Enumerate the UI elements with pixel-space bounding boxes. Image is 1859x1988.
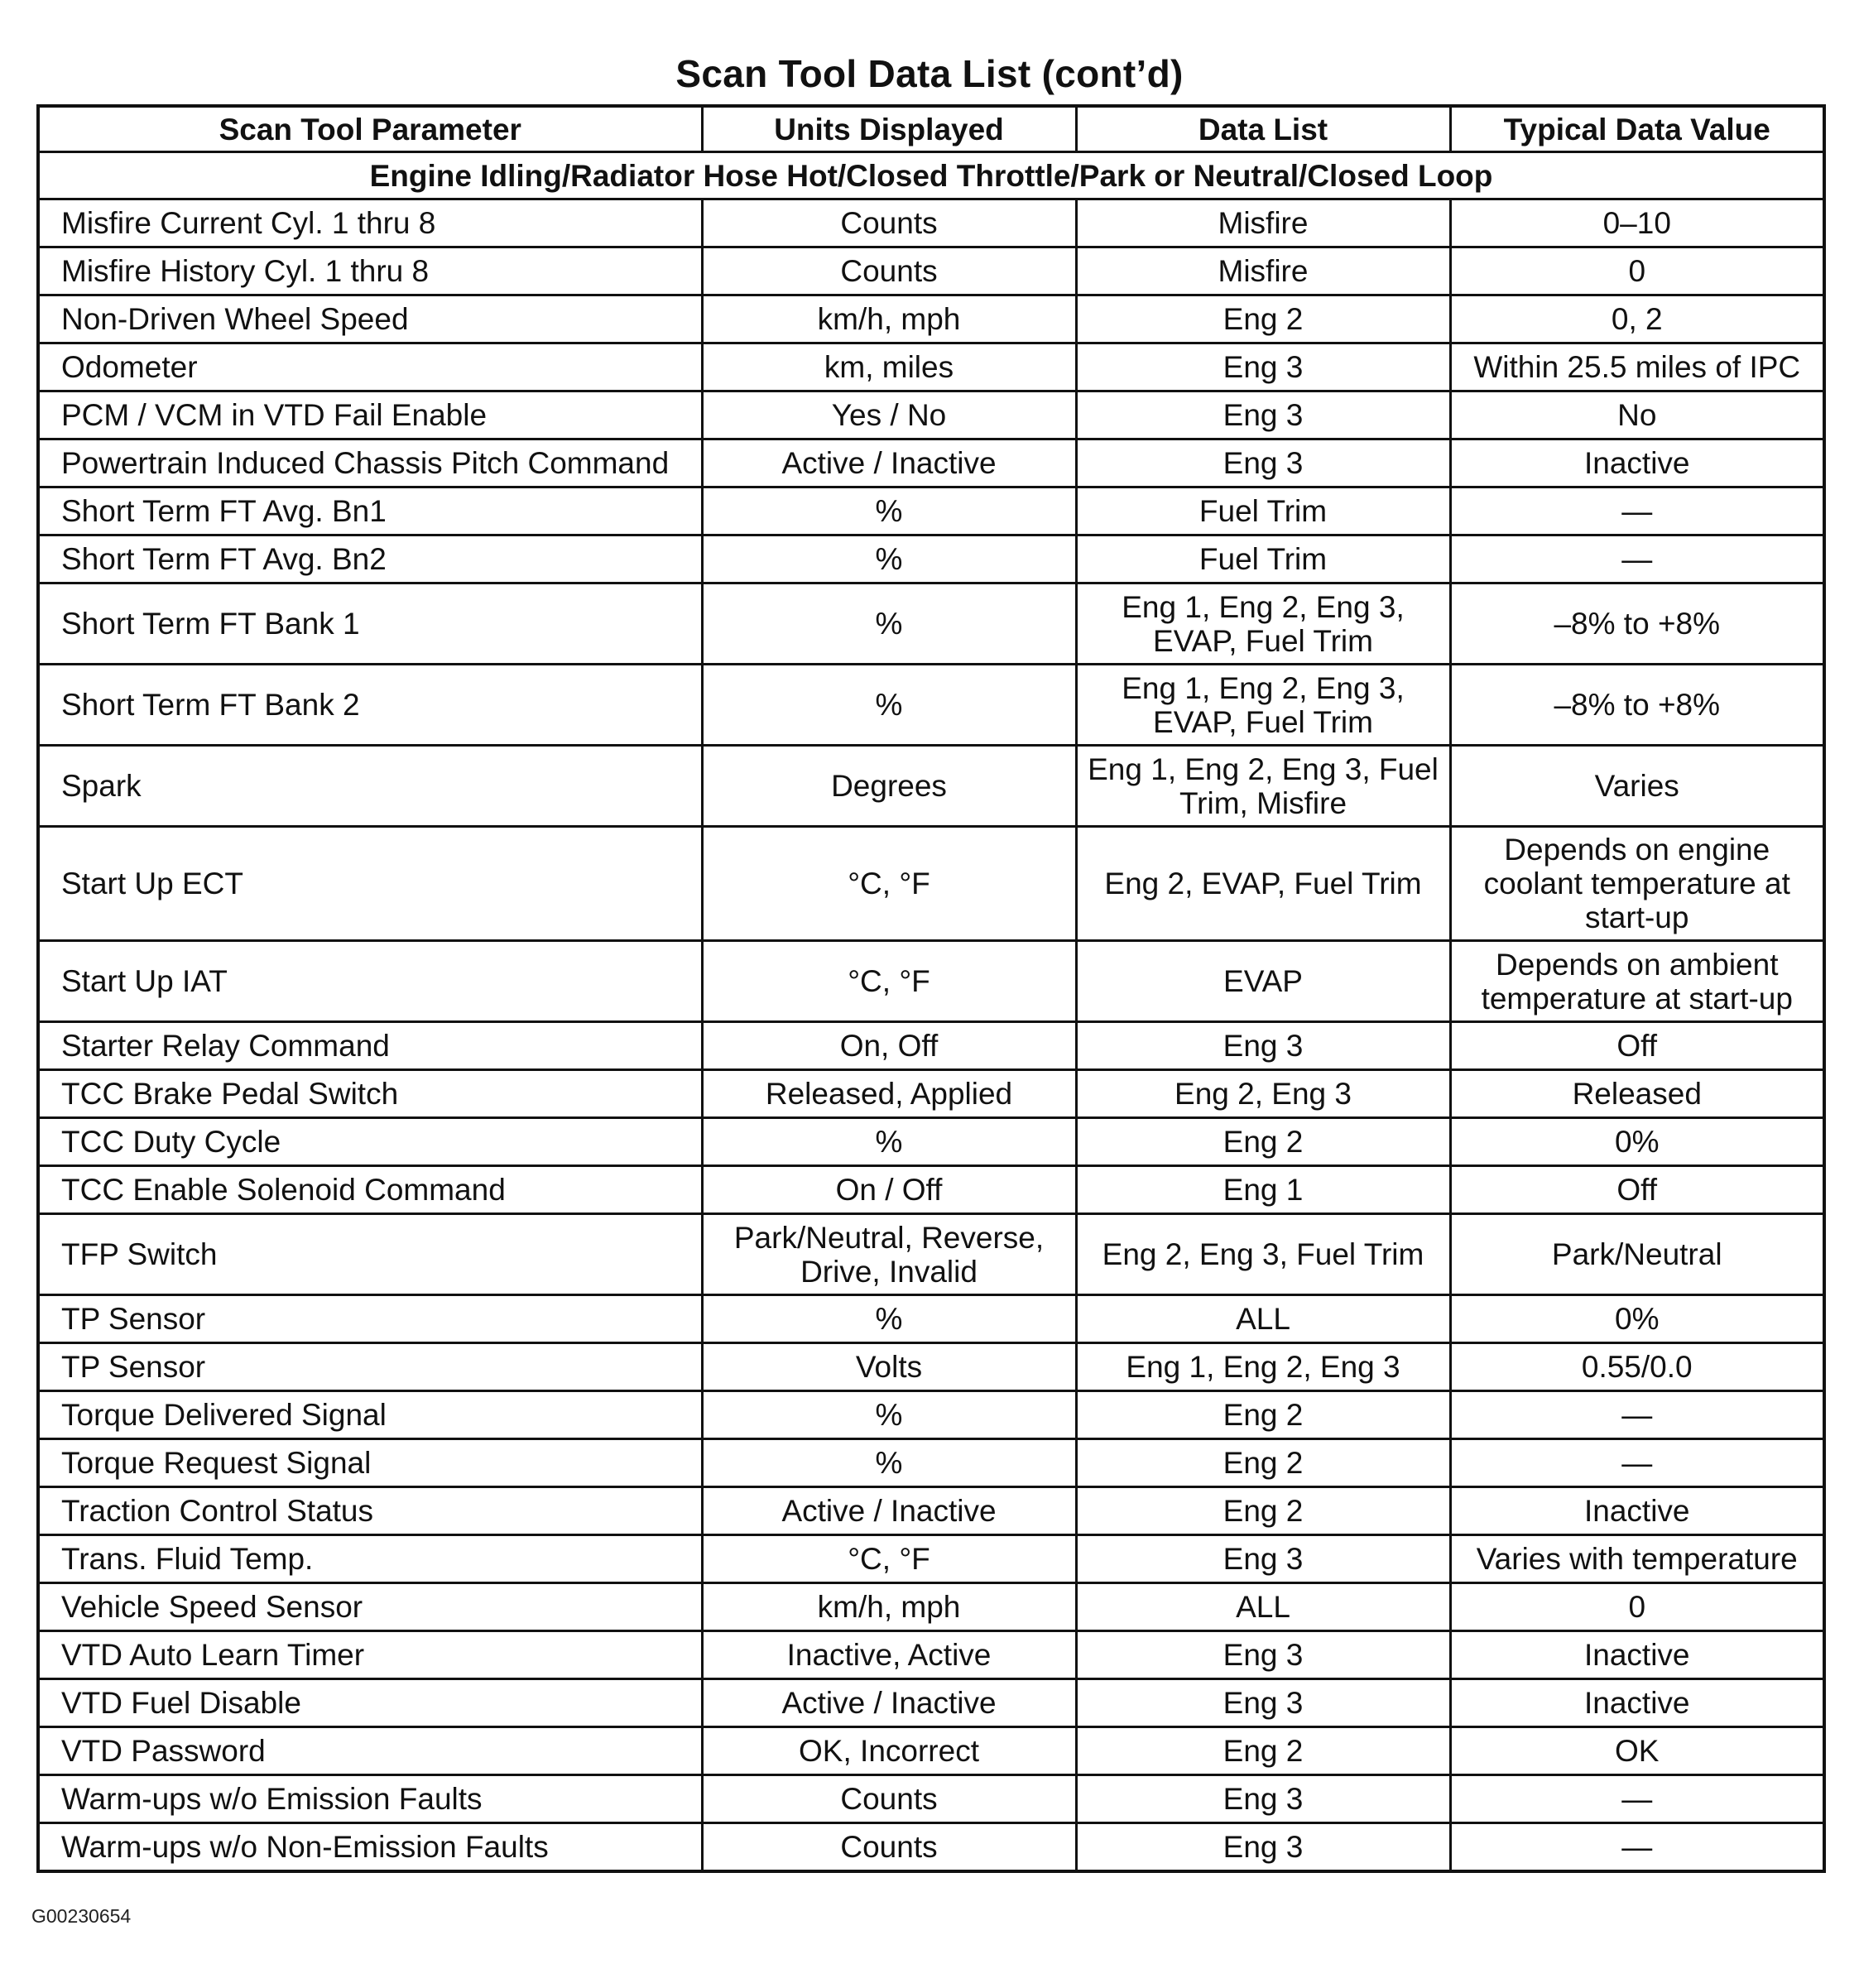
typical-value-cell: OK (1450, 1727, 1824, 1775)
typical-value-cell: Varies with temperature (1450, 1535, 1824, 1583)
units-cell: °C, °F (702, 1535, 1076, 1583)
typical-value-cell: 0% (1450, 1295, 1824, 1343)
parameter-cell: Short Term FT Bank 2 (38, 665, 702, 746)
data-list-cell: Eng 3 (1076, 1823, 1450, 1872)
data-list-cell: Eng 2 (1076, 1727, 1450, 1775)
parameter-cell: Starter Relay Command (38, 1022, 702, 1070)
header-typical-data-value: Typical Data Value (1450, 106, 1824, 152)
parameter-cell: Warm-ups w/o Emission Faults (38, 1775, 702, 1823)
section-heading: Engine Idling/Radiator Hose Hot/Closed Throttle/Park or Neutral/Closed Loop (38, 152, 1824, 199)
typical-value-cell: — (1450, 1391, 1824, 1439)
units-cell: % (702, 487, 1076, 535)
data-list-cell: Eng 1, Eng 2, Eng 3, EVAP, Fuel Trim (1076, 665, 1450, 746)
data-list-cell: Misfire (1076, 199, 1450, 247)
data-list-cell: ALL (1076, 1583, 1450, 1631)
typical-value-cell: Depends on engine coolant temperature at start-up (1450, 827, 1824, 941)
units-cell: Released, Applied (702, 1070, 1076, 1118)
units-cell: % (702, 1295, 1076, 1343)
data-list-cell: Eng 2 (1076, 1439, 1450, 1487)
data-list-cell: Eng 3 (1076, 343, 1450, 391)
table-row (38, 1775, 1824, 1823)
table-row (38, 1214, 1824, 1295)
table-row (38, 1118, 1824, 1166)
typical-value-cell: 0–10 (1450, 199, 1824, 247)
data-list-cell: Eng 2, Eng 3, Fuel Trim (1076, 1214, 1450, 1295)
typical-value-cell: Varies (1450, 746, 1824, 827)
data-list-cell: Eng 1, Eng 2, Eng 3, EVAP, Fuel Trim (1076, 583, 1450, 665)
parameter-cell: TCC Brake Pedal Switch (38, 1070, 702, 1118)
typical-value-cell: Inactive (1450, 439, 1824, 487)
table-row (38, 199, 1824, 247)
data-list-cell: EVAP (1076, 941, 1450, 1022)
units-cell: On / Off (702, 1166, 1076, 1214)
typical-value-cell: — (1450, 1439, 1824, 1487)
header-row (38, 106, 1824, 152)
table-row (38, 1295, 1824, 1343)
units-cell: % (702, 535, 1076, 583)
units-cell: Yes / No (702, 391, 1076, 439)
parameter-cell: Start Up IAT (38, 941, 702, 1022)
units-cell: km/h, mph (702, 295, 1076, 343)
parameter-cell: Short Term FT Avg. Bn1 (38, 487, 702, 535)
table-row (38, 1022, 1824, 1070)
parameter-cell: Non-Driven Wheel Speed (38, 295, 702, 343)
units-cell: % (702, 1391, 1076, 1439)
table-row (38, 1583, 1824, 1631)
units-cell: km, miles (702, 343, 1076, 391)
data-list-cell: Eng 2 (1076, 1487, 1450, 1535)
data-list-cell: Eng 2 (1076, 1391, 1450, 1439)
table-row (38, 746, 1824, 827)
parameter-cell: Trans. Fluid Temp. (38, 1535, 702, 1583)
typical-value-cell: Off (1450, 1022, 1824, 1070)
data-list-cell: Eng 1 (1076, 1166, 1450, 1214)
header-units-displayed: Units Displayed (702, 106, 1076, 152)
typical-value-cell: Inactive (1450, 1631, 1824, 1679)
table-row (38, 295, 1824, 343)
parameter-cell: VTD Password (38, 1727, 702, 1775)
typical-value-cell: Inactive (1450, 1679, 1824, 1727)
typical-value-cell: No (1450, 391, 1824, 439)
table-row (38, 1679, 1824, 1727)
parameter-cell: Odometer (38, 343, 702, 391)
parameter-cell: Spark (38, 746, 702, 827)
table-row (38, 1391, 1824, 1439)
parameter-cell: Torque Delivered Signal (38, 1391, 702, 1439)
figure-id: G00230654 (31, 1905, 132, 1927)
table-row (38, 583, 1824, 665)
table-row (38, 391, 1824, 439)
parameter-cell: PCM / VCM in VTD Fail Enable (38, 391, 702, 439)
parameter-cell: Warm-ups w/o Non-Emission Faults (38, 1823, 702, 1872)
data-list-cell: Eng 3 (1076, 1679, 1450, 1727)
parameter-cell: Torque Request Signal (38, 1439, 702, 1487)
units-cell: Volts (702, 1343, 1076, 1391)
typical-value-cell: Depends on ambient temperature at start-up (1450, 941, 1824, 1022)
parameter-cell: TFP Switch (38, 1214, 702, 1295)
table-row (38, 343, 1824, 391)
table-row (38, 247, 1824, 295)
data-list-cell: Fuel Trim (1076, 535, 1450, 583)
header-scan-tool-parameter: Scan Tool Parameter (38, 106, 702, 152)
units-cell: Counts (702, 199, 1076, 247)
table-row (38, 1166, 1824, 1214)
typical-value-cell: — (1450, 535, 1824, 583)
table-row (38, 941, 1824, 1022)
parameter-cell: Start Up ECT (38, 827, 702, 941)
units-cell: Counts (702, 1775, 1076, 1823)
page-title: Scan Tool Data List (cont’d) (675, 52, 1184, 95)
data-list-cell: Eng 3 (1076, 391, 1450, 439)
units-cell: % (702, 665, 1076, 746)
typical-value-cell: –8% to +8% (1450, 583, 1824, 665)
section-row (38, 152, 1824, 199)
parameter-cell: Traction Control Status (38, 1487, 702, 1535)
units-cell: °C, °F (702, 827, 1076, 941)
data-list-cell: Eng 3 (1076, 1535, 1450, 1583)
typical-value-cell: — (1450, 487, 1824, 535)
units-cell: % (702, 1118, 1076, 1166)
parameter-cell: Misfire History Cyl. 1 thru 8 (38, 247, 702, 295)
parameter-cell: Short Term FT Avg. Bn2 (38, 535, 702, 583)
units-cell: km/h, mph (702, 1583, 1076, 1631)
typical-value-cell: — (1450, 1823, 1824, 1872)
table-row (38, 1631, 1824, 1679)
data-list-cell: Eng 3 (1076, 1775, 1450, 1823)
table-row (38, 1535, 1824, 1583)
units-cell: Degrees (702, 746, 1076, 827)
typical-value-cell: Off (1450, 1166, 1824, 1214)
units-cell: OK, Incorrect (702, 1727, 1076, 1775)
header-data-list: Data List (1076, 106, 1450, 152)
units-cell: Park/Neutral, Reverse, Drive, Invalid (702, 1214, 1076, 1295)
typical-value-cell: 0.55/0.0 (1450, 1343, 1824, 1391)
typical-value-cell: Released (1450, 1070, 1824, 1118)
data-list-cell: ALL (1076, 1295, 1450, 1343)
table-row (38, 665, 1824, 746)
table-row (38, 1439, 1824, 1487)
table-row (38, 827, 1824, 941)
parameter-cell: VTD Auto Learn Timer (38, 1631, 702, 1679)
units-cell: Active / Inactive (702, 1487, 1076, 1535)
data-list-cell: Eng 2 (1076, 295, 1450, 343)
parameter-cell: VTD Fuel Disable (38, 1679, 702, 1727)
units-cell: Inactive, Active (702, 1631, 1076, 1679)
parameter-cell: Short Term FT Bank 1 (38, 583, 702, 665)
parameter-cell: Vehicle Speed Sensor (38, 1583, 702, 1631)
table-row (38, 439, 1824, 487)
data-list-cell: Eng 1, Eng 2, Eng 3, Fuel Trim, Misfire (1076, 746, 1450, 827)
units-cell: % (702, 1439, 1076, 1487)
table-row (38, 487, 1824, 535)
scan-tool-data-table (36, 104, 1826, 1873)
parameter-cell: TP Sensor (38, 1295, 702, 1343)
data-list-cell: Fuel Trim (1076, 487, 1450, 535)
table-row (38, 1070, 1824, 1118)
parameter-cell: TCC Enable Solenoid Command (38, 1166, 702, 1214)
data-list-cell: Eng 1, Eng 2, Eng 3 (1076, 1343, 1450, 1391)
table-row (38, 1727, 1824, 1775)
units-cell: Active / Inactive (702, 1679, 1076, 1727)
data-list-cell: Eng 3 (1076, 1022, 1450, 1070)
units-cell: °C, °F (702, 941, 1076, 1022)
typical-value-cell: Within 25.5 miles of IPC (1450, 343, 1824, 391)
data-list-cell: Eng 2, Eng 3 (1076, 1070, 1450, 1118)
units-cell: On, Off (702, 1022, 1076, 1070)
typical-value-cell: 0% (1450, 1118, 1824, 1166)
table-row (38, 1343, 1824, 1391)
typical-value-cell: 0 (1450, 1583, 1824, 1631)
typical-value-cell: Inactive (1450, 1487, 1824, 1535)
units-cell: Counts (702, 247, 1076, 295)
typical-value-cell: 0 (1450, 247, 1824, 295)
table-row (38, 1487, 1824, 1535)
data-list-cell: Eng 3 (1076, 1631, 1450, 1679)
data-list-cell: Misfire (1076, 247, 1450, 295)
typical-value-cell: — (1450, 1775, 1824, 1823)
parameter-cell: TCC Duty Cycle (38, 1118, 702, 1166)
data-list-cell: Eng 3 (1076, 439, 1450, 487)
parameter-cell: Misfire Current Cyl. 1 thru 8 (38, 199, 702, 247)
units-cell: Active / Inactive (702, 439, 1076, 487)
table-row (38, 535, 1824, 583)
typical-value-cell: Park/Neutral (1450, 1214, 1824, 1295)
data-list-cell: Eng 2, EVAP, Fuel Trim (1076, 827, 1450, 941)
data-list-cell: Eng 2 (1076, 1118, 1450, 1166)
units-cell: Counts (702, 1823, 1076, 1872)
typical-value-cell: –8% to +8% (1450, 665, 1824, 746)
table-row (38, 1823, 1824, 1872)
typical-value-cell: 0, 2 (1450, 295, 1824, 343)
table-body (38, 152, 1824, 1872)
parameter-cell: TP Sensor (38, 1343, 702, 1391)
parameter-cell: Powertrain Induced Chassis Pitch Command (38, 439, 702, 487)
units-cell: % (702, 583, 1076, 665)
